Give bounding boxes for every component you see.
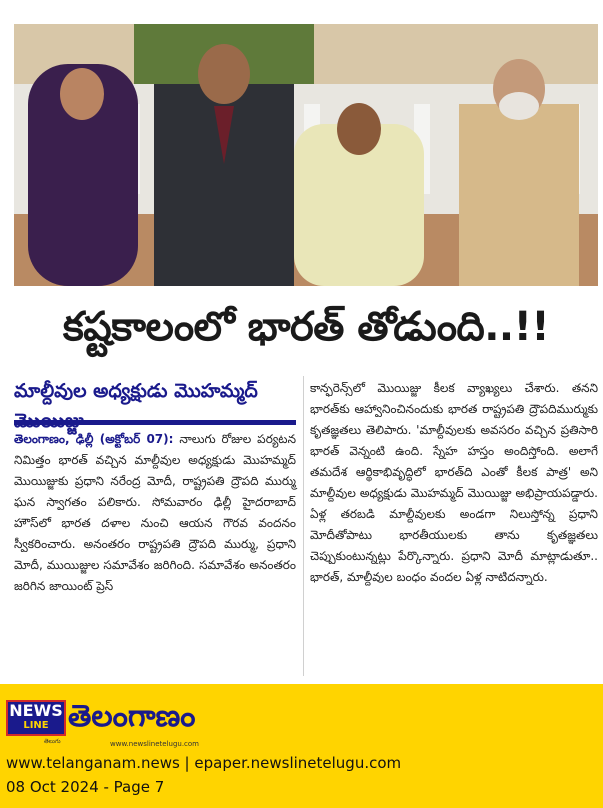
telanganam-logo: తెలంగాణం: [68, 699, 196, 734]
photo-illustration: [14, 24, 598, 286]
logo-news-text: NEWS: [9, 701, 63, 720]
article-body-right: కాన్ఫరెన్స్‌లో మొయిజ్జు కీలక వ్యాఖ్యలు చేశారు. తనని భారత్‌కు ఆహ్వానించినందుకు భారత రాష్ట్రపతి ద్రౌపదిముర్ముకు కృతజ్ఞతలు తెలిపారు. 'మాల్దీవులకు అవసరం వచ్చిన ప్రతిసారి భారత్ వెన్నంటి ఉంది. స్నేహ హస్తం అందిస్తోంది. అలాగే తమదేశ ఆర్థికాభివృద్ధిలో భారత్‌ది ఎంతో కీలక పాత్ర' అని మాల్దీవుల అధ్యక్షుడు మొహమ్మద్ మొయిజ్జు అభిప్రాయపడ్డారు. ఏళ్ల తరబడి మాల్దీవులకు అండగా నిలుస్తోన్న ప్రధాని మోదీతోపాటు భారతీయులకు తాను కృతజ్ఞతలు చెప్పుకుంటున్నట్లు పేర్కొన్నారు. ప్రధాని మోదీ మాట్లాడుతూ.. భారత్, మాల్దీవుల బంధం వందల ఏళ్ల నాటిదన్నారు.: [310, 381, 598, 584]
article-column-left: [14, 429, 296, 597]
news-photo: [14, 24, 598, 286]
column-divider: [303, 376, 304, 676]
newsline-logo: [6, 700, 66, 736]
article-column-right: [310, 378, 598, 588]
logo-subtext: తెలుగు: [44, 738, 61, 745]
footer-date-page: 08 Oct 2024 - Page 7: [6, 778, 165, 796]
logo-line-text: LINE: [23, 720, 49, 731]
logo-tagline: www.newslinetelugu.com: [110, 740, 199, 748]
footer-websites: www.telanganam.news | epaper.newslinetelugu.com: [6, 754, 402, 772]
dateline: తెలంగాణం, ఢిల్లీ (అక్టోబర్ 07):: [14, 432, 174, 446]
subheadline: మాల్దీవుల అధ్యక్షుడు మొహమ్మద్: [14, 380, 258, 402]
headline: కష్టకాలంలో భారత్ తోడుంది..!!: [62, 304, 550, 350]
article-body-left: నాలుగు రోజుల పర్యటన నిమిత్తం భారత్ వచ్చిన మాల్దీవుల అధ్యక్షుడు మొహమ్మద్ మొయిజ్జుకు ప్రధాని నరేంద్ర మోదీ, రాష్ట్రపతి ద్రౌపది ముర్ము ఘన స్వాగతం పలికారు. సోమవారం ఢిల్లీ హైదరాబాద్ హౌస్‌లో భారత దళాల నుంచి ఆయన గౌరవ వందనం స్వీకరించారు. అనంతరం రాష్ట్రపతి ద్రౌపది ముర్ము, ప్రధాని మోదీ, ముయిజ్జుల సమావేశం జరిగింది. సమావేశం అనంతరం జరిగిన జాయింట్ ప్రెస్: [14, 432, 296, 593]
subheadline-underline: [14, 420, 296, 425]
